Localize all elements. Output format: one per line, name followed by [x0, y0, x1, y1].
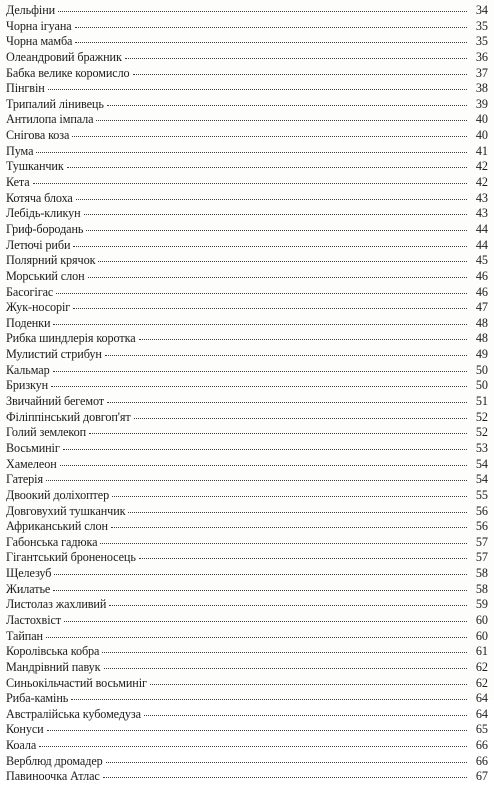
dot-leader	[112, 496, 467, 497]
dot-leader	[104, 668, 467, 669]
dot-leader	[72, 136, 467, 137]
toc-entry-title: Звичайний бегемот	[6, 394, 105, 409]
toc-entry-page-number: 41	[475, 143, 488, 158]
toc-entry	[6, 722, 488, 738]
toc-entry-title: Летючі риби	[6, 237, 71, 252]
dot-leader	[102, 652, 467, 653]
dot-leader	[109, 605, 467, 606]
toc-entry	[6, 676, 488, 692]
toc-entry-page-number: 57	[475, 550, 488, 565]
toc-entry	[6, 144, 488, 160]
dot-leader	[111, 527, 467, 528]
toc-entry-title: Ластохвіст	[6, 612, 62, 627]
toc-entry-page-number: 48	[475, 331, 488, 346]
toc-entry	[6, 81, 488, 97]
toc-entry-title: Лебідь-кликун	[6, 206, 81, 221]
toc-entry-page-number: 40	[475, 112, 488, 127]
dot-leader	[150, 684, 467, 685]
dot-leader	[107, 402, 467, 403]
toc-entry-page-number: 52	[475, 425, 488, 440]
toc-entry-title: Чорна ігуана	[6, 18, 72, 33]
toc-entry-title: Снігова коза	[6, 128, 70, 143]
toc-entry	[6, 34, 488, 50]
dot-leader	[46, 480, 467, 481]
toc-entry-title: Мулистий стрибун	[6, 347, 102, 362]
toc-entry-page-number: 52	[475, 409, 488, 424]
dot-leader	[86, 230, 467, 231]
toc-entry-page-number: 46	[475, 268, 488, 283]
toc-entry-page-number: 60	[475, 612, 488, 627]
dot-leader	[51, 386, 467, 387]
toc-entry-page-number: 54	[475, 456, 488, 471]
toc-entry	[6, 535, 488, 551]
toc-entry-page-number: 38	[475, 81, 488, 96]
dot-leader	[103, 777, 467, 778]
toc-entry	[6, 441, 488, 457]
dot-leader	[89, 433, 467, 434]
toc-entry-title: Габонська гадюка	[6, 534, 98, 549]
dot-leader	[48, 89, 467, 90]
dot-leader	[39, 746, 467, 747]
toc-entry	[6, 504, 488, 520]
dot-leader	[133, 74, 467, 75]
toc-entry-title: Котяча блоха	[6, 190, 73, 205]
dot-leader	[33, 183, 467, 184]
dot-leader	[75, 27, 467, 28]
toc-entry-title: Щелезуб	[6, 566, 52, 581]
toc-entry-page-number: 58	[475, 566, 488, 581]
toc-entry-title: Верблюд дромадер	[6, 753, 103, 768]
toc-entry-title: Дельфіни	[6, 3, 56, 17]
toc-entry-page-number: 54	[475, 472, 488, 487]
toc-entry-title: Конуси	[6, 722, 44, 737]
toc-entry-page-number: 35	[475, 18, 488, 33]
toc-entry-page-number: 58	[475, 581, 488, 596]
toc-entry-title: Листолаз жахливий	[6, 597, 107, 612]
toc-entry	[6, 488, 488, 504]
toc-entry-title: Полярний крячок	[6, 253, 96, 268]
toc-entry-title: Довговухий тушканчик	[6, 503, 126, 518]
toc-entry-page-number: 55	[475, 487, 488, 502]
dot-leader	[53, 324, 467, 325]
dot-leader	[128, 512, 467, 513]
toc-entry-title: Чорна мамба	[6, 34, 73, 49]
dot-leader	[96, 120, 467, 121]
toc-entry-title: Австралійська кубомедуза	[6, 706, 141, 721]
toc-entry-title: Пінгвін	[6, 81, 45, 96]
dot-leader	[134, 418, 467, 419]
dot-leader	[73, 308, 467, 309]
toc-entry-page-number: 36	[475, 49, 488, 64]
toc-entry-title: Голий землекоп	[6, 425, 87, 440]
toc-entry-title: Риба-камінь	[6, 691, 69, 706]
toc-entry-title: Трипалий лінивець	[6, 96, 104, 111]
toc-entry	[6, 566, 488, 582]
toc-entry	[6, 269, 488, 285]
toc-entry	[6, 550, 488, 566]
dot-leader	[88, 277, 467, 278]
toc-entry	[6, 769, 488, 785]
toc-entry	[6, 253, 488, 269]
dot-leader	[139, 339, 467, 340]
toc-entry-title: Олеандровий бражник	[6, 49, 122, 64]
toc-entry	[6, 394, 488, 410]
toc-entry	[6, 457, 488, 473]
dot-leader	[100, 543, 467, 544]
toc-entry-title: Антилопа імпала	[6, 112, 94, 127]
toc-entry-title: Коала	[6, 738, 37, 753]
dot-leader	[139, 558, 467, 559]
toc-entry-page-number: 47	[475, 300, 488, 315]
toc-entry-page-number: 64	[475, 706, 488, 721]
dot-leader	[63, 449, 467, 450]
dot-leader	[53, 371, 467, 372]
toc-entry-page-number: 50	[475, 362, 488, 377]
toc-entry	[6, 285, 488, 301]
toc-entry-title: Королівська кобра	[6, 644, 100, 659]
dot-leader	[144, 715, 467, 716]
toc-entry-title: Кальмар	[6, 362, 50, 377]
toc-entry	[6, 754, 488, 770]
dot-leader	[54, 574, 467, 575]
toc-entry-page-number: 42	[475, 175, 488, 190]
toc-entry-page-number: 42	[475, 159, 488, 174]
toc-entry-page-number: 50	[475, 378, 488, 393]
toc-entry-title: Поденки	[6, 315, 51, 330]
toc-entry-page-number: 49	[475, 347, 488, 362]
toc-entry-page-number: 44	[475, 221, 488, 236]
toc-entry-page-number: 40	[475, 128, 488, 143]
toc-entry	[6, 613, 488, 629]
toc-entry	[6, 738, 488, 754]
toc-entry	[6, 50, 488, 66]
toc-entry-title: Жилатье	[6, 581, 51, 596]
toc-entry-title: Синьокільчастий восьминіг	[6, 675, 147, 690]
toc-entry	[6, 19, 488, 35]
toc-entry	[6, 660, 488, 676]
toc-entry-title: Павиноочка Атлас	[6, 769, 100, 784]
toc-entry-page-number: 56	[475, 519, 488, 534]
toc-entry-title: Кета	[6, 175, 30, 190]
toc-entry-title: Бризкун	[6, 378, 49, 393]
dot-leader	[58, 11, 467, 12]
toc-entry	[6, 644, 488, 660]
toc-entry-title: Хамелеон	[6, 456, 57, 471]
toc-entry-page-number: 48	[475, 315, 488, 330]
toc-entry	[6, 378, 488, 394]
toc-entry	[6, 159, 488, 175]
dot-leader	[106, 762, 467, 763]
dot-leader	[36, 152, 467, 153]
dot-leader	[46, 637, 467, 638]
toc-entry	[6, 410, 488, 426]
toc-entry-title: Бабка велике коромисло	[6, 65, 130, 80]
dot-leader	[98, 261, 467, 262]
toc-entry	[6, 238, 488, 254]
toc-entry-page-number: 43	[475, 190, 488, 205]
toc-entry	[6, 363, 488, 379]
toc-entry-title: Філіппінський довгоп'ят	[6, 409, 131, 424]
toc-entry	[6, 707, 488, 723]
toc-entry-page-number: 62	[475, 675, 488, 690]
dot-leader	[53, 590, 467, 591]
toc-entry	[6, 629, 488, 645]
toc-entry-page-number: 60	[475, 628, 488, 643]
toc-entry-page-number: 35	[475, 34, 488, 49]
dot-leader	[60, 465, 467, 466]
toc-entry	[6, 112, 488, 128]
toc-entry-title: Морський слон	[6, 268, 85, 283]
toc-entry-page-number: 67	[475, 769, 488, 784]
toc-entry-page-number: 39	[475, 96, 488, 111]
dot-leader	[56, 293, 467, 294]
toc-entry-page-number: 51	[475, 394, 488, 409]
dot-leader	[84, 214, 467, 215]
toc-entry-page-number: 66	[475, 753, 488, 768]
toc-entry-page-number: 59	[475, 597, 488, 612]
toc-entry-title: Гриф-бородань	[6, 221, 84, 236]
toc-entry-page-number: 34	[475, 3, 488, 17]
dot-leader	[76, 199, 467, 200]
toc-entry	[6, 331, 488, 347]
dot-leader	[73, 246, 467, 247]
toc-entry-title: Тушканчик	[6, 159, 64, 174]
toc-entry	[6, 425, 488, 441]
toc-entry-page-number: 64	[475, 691, 488, 706]
toc-entry-page-number: 65	[475, 722, 488, 737]
toc-entry-page-number: 37	[475, 65, 488, 80]
toc-entry-title: Африканський слон	[6, 519, 108, 534]
toc-entry	[6, 175, 488, 191]
toc-entry	[6, 691, 488, 707]
toc-entry-title: Мандрівний павук	[6, 659, 101, 674]
toc-entry-page-number: 53	[475, 440, 488, 455]
toc-entry	[6, 519, 488, 535]
toc-entry	[6, 206, 488, 222]
toc-entry	[6, 66, 488, 82]
toc-entry	[6, 597, 488, 613]
toc-entry-page-number: 66	[475, 738, 488, 753]
toc-entry-page-number: 62	[475, 659, 488, 674]
toc-entry-title: Басогігас	[6, 284, 54, 299]
toc-entry	[6, 3, 488, 19]
toc-entry-page-number: 57	[475, 534, 488, 549]
toc-entry-page-number: 44	[475, 237, 488, 252]
toc-entry-page-number: 61	[475, 644, 488, 659]
dot-leader	[75, 42, 467, 43]
toc-entry-title: Двоокий доліхоптер	[6, 487, 110, 502]
toc-entry	[6, 97, 488, 113]
dot-leader	[107, 105, 467, 106]
dot-leader	[64, 621, 467, 622]
dot-leader	[47, 730, 467, 731]
toc-entry	[6, 222, 488, 238]
toc-entry-title: Пума	[6, 143, 34, 158]
toc-entry-page-number: 43	[475, 206, 488, 221]
toc-entry	[6, 316, 488, 332]
toc-entry-title: Жук-носоріг	[6, 300, 71, 315]
toc-entry	[6, 582, 488, 598]
toc-entry	[6, 347, 488, 363]
toc-entry-title: Гатерія	[6, 472, 43, 487]
toc-entry	[6, 300, 488, 316]
toc-entry-page-number: 46	[475, 284, 488, 299]
toc-entry-page-number: 56	[475, 503, 488, 518]
toc-entry-page-number: 45	[475, 253, 488, 268]
dot-leader	[125, 58, 467, 59]
table-of-contents	[6, 3, 488, 785]
toc-entry-title: Гігантський броненосець	[6, 550, 136, 565]
toc-entry	[6, 128, 488, 144]
toc-entry-title: Рибка шиндлерія коротка	[6, 331, 136, 346]
toc-entry-title: Восьминіг	[6, 440, 60, 455]
toc-entry	[6, 472, 488, 488]
toc-entry-title: Тайпан	[6, 628, 43, 643]
dot-leader	[67, 167, 467, 168]
dot-leader	[105, 355, 467, 356]
toc-entry	[6, 191, 488, 207]
